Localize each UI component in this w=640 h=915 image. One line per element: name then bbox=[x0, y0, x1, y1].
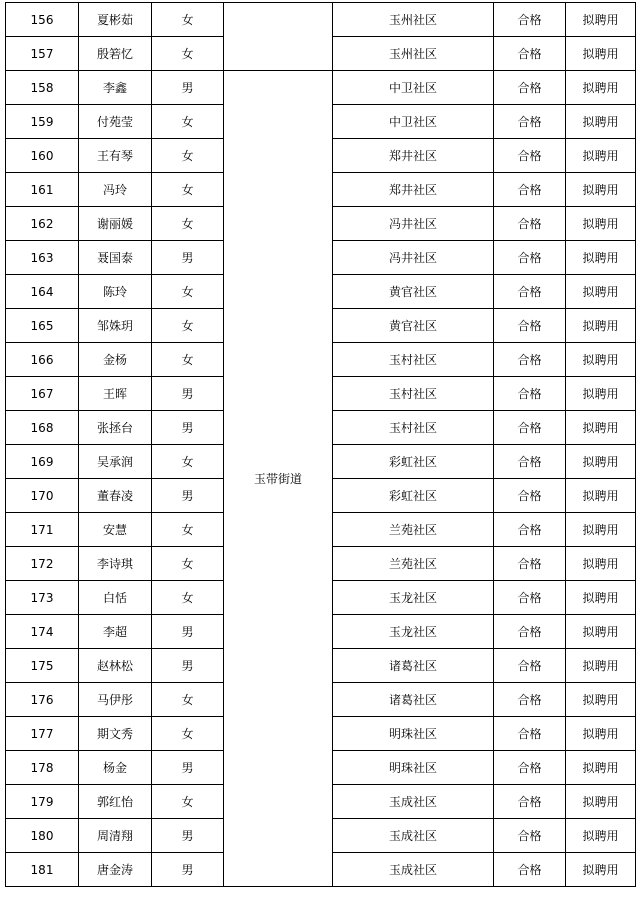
cell-status: 拟聘用 bbox=[566, 3, 636, 37]
cell-gender: 女 bbox=[152, 445, 224, 479]
cell-no: 162 bbox=[6, 207, 79, 241]
cell-name: 谢丽媛 bbox=[79, 207, 152, 241]
cell-gender: 女 bbox=[152, 547, 224, 581]
cell-community: 郑井社区 bbox=[333, 173, 494, 207]
department-cell-empty bbox=[224, 3, 333, 71]
cell-gender: 女 bbox=[152, 309, 224, 343]
cell-status: 拟聘用 bbox=[566, 377, 636, 411]
cell-no: 173 bbox=[6, 581, 79, 615]
cell-gender: 女 bbox=[152, 785, 224, 819]
cell-result: 合格 bbox=[494, 547, 566, 581]
cell-result: 合格 bbox=[494, 139, 566, 173]
cell-community: 冯井社区 bbox=[333, 241, 494, 275]
cell-result: 合格 bbox=[494, 3, 566, 37]
cell-no: 157 bbox=[6, 37, 79, 71]
cell-no: 179 bbox=[6, 785, 79, 819]
cell-status: 拟聘用 bbox=[566, 581, 636, 615]
cell-no: 178 bbox=[6, 751, 79, 785]
cell-status: 拟聘用 bbox=[566, 513, 636, 547]
cell-community: 兰苑社区 bbox=[333, 513, 494, 547]
cell-name: 王晖 bbox=[79, 377, 152, 411]
cell-community: 玉州社区 bbox=[333, 37, 494, 71]
cell-gender: 男 bbox=[152, 479, 224, 513]
cell-community: 中卫社区 bbox=[333, 71, 494, 105]
cell-name: 王有琴 bbox=[79, 139, 152, 173]
cell-gender: 男 bbox=[152, 751, 224, 785]
cell-community: 玉村社区 bbox=[333, 377, 494, 411]
cell-result: 合格 bbox=[494, 513, 566, 547]
cell-name: 金杨 bbox=[79, 343, 152, 377]
cell-status: 拟聘用 bbox=[566, 615, 636, 649]
cell-no: 158 bbox=[6, 71, 79, 105]
cell-no: 161 bbox=[6, 173, 79, 207]
cell-status: 拟聘用 bbox=[566, 411, 636, 445]
cell-result: 合格 bbox=[494, 105, 566, 139]
cell-name: 马伊彤 bbox=[79, 683, 152, 717]
cell-result: 合格 bbox=[494, 581, 566, 615]
cell-result: 合格 bbox=[494, 37, 566, 71]
cell-status: 拟聘用 bbox=[566, 343, 636, 377]
cell-community: 中卫社区 bbox=[333, 105, 494, 139]
cell-name: 杨金 bbox=[79, 751, 152, 785]
cell-status: 拟聘用 bbox=[566, 37, 636, 71]
cell-gender: 女 bbox=[152, 275, 224, 309]
cell-status: 拟聘用 bbox=[566, 139, 636, 173]
cell-name: 邹姝玥 bbox=[79, 309, 152, 343]
cell-no: 166 bbox=[6, 343, 79, 377]
cell-status: 拟聘用 bbox=[566, 241, 636, 275]
cell-result: 合格 bbox=[494, 853, 566, 887]
cell-no: 164 bbox=[6, 275, 79, 309]
cell-name: 安慧 bbox=[79, 513, 152, 547]
cell-community: 诸葛社区 bbox=[333, 649, 494, 683]
cell-result: 合格 bbox=[494, 377, 566, 411]
cell-result: 合格 bbox=[494, 241, 566, 275]
cell-gender: 女 bbox=[152, 3, 224, 37]
cell-result: 合格 bbox=[494, 751, 566, 785]
cell-no: 180 bbox=[6, 819, 79, 853]
cell-name: 李诗琪 bbox=[79, 547, 152, 581]
cell-name: 付苑莹 bbox=[79, 105, 152, 139]
cell-status: 拟聘用 bbox=[566, 683, 636, 717]
cell-community: 玉龙社区 bbox=[333, 581, 494, 615]
cell-status: 拟聘用 bbox=[566, 207, 636, 241]
cell-gender: 女 bbox=[152, 173, 224, 207]
cell-status: 拟聘用 bbox=[566, 479, 636, 513]
cell-community: 诸葛社区 bbox=[333, 683, 494, 717]
cell-result: 合格 bbox=[494, 649, 566, 683]
cell-gender: 女 bbox=[152, 139, 224, 173]
cell-result: 合格 bbox=[494, 309, 566, 343]
cell-name: 唐金涛 bbox=[79, 853, 152, 887]
cell-status: 拟聘用 bbox=[566, 105, 636, 139]
cell-gender: 女 bbox=[152, 37, 224, 71]
cell-community: 玉村社区 bbox=[333, 411, 494, 445]
cell-result: 合格 bbox=[494, 479, 566, 513]
table-row bbox=[6, 71, 636, 105]
cell-community: 玉成社区 bbox=[333, 785, 494, 819]
cell-status: 拟聘用 bbox=[566, 275, 636, 309]
cell-name: 殷箬忆 bbox=[79, 37, 152, 71]
cell-gender: 男 bbox=[152, 853, 224, 887]
cell-community: 玉村社区 bbox=[333, 343, 494, 377]
cell-result: 合格 bbox=[494, 819, 566, 853]
cell-community: 黄官社区 bbox=[333, 309, 494, 343]
cell-no: 160 bbox=[6, 139, 79, 173]
cell-name: 周清翔 bbox=[79, 819, 152, 853]
cell-gender: 女 bbox=[152, 343, 224, 377]
cell-no: 172 bbox=[6, 547, 79, 581]
cell-gender: 女 bbox=[152, 513, 224, 547]
cell-gender: 男 bbox=[152, 649, 224, 683]
cell-status: 拟聘用 bbox=[566, 649, 636, 683]
cell-gender: 男 bbox=[152, 615, 224, 649]
cell-result: 合格 bbox=[494, 275, 566, 309]
cell-community: 彩虹社区 bbox=[333, 445, 494, 479]
cell-name: 郭红怡 bbox=[79, 785, 152, 819]
cell-status: 拟聘用 bbox=[566, 717, 636, 751]
cell-gender: 女 bbox=[152, 717, 224, 751]
cell-name: 李超 bbox=[79, 615, 152, 649]
cell-status: 拟聘用 bbox=[566, 71, 636, 105]
cell-gender: 男 bbox=[152, 241, 224, 275]
cell-community: 郑井社区 bbox=[333, 139, 494, 173]
cell-name: 白恬 bbox=[79, 581, 152, 615]
cell-result: 合格 bbox=[494, 683, 566, 717]
cell-no: 181 bbox=[6, 853, 79, 887]
cell-no: 177 bbox=[6, 717, 79, 751]
cell-community: 玉州社区 bbox=[333, 3, 494, 37]
cell-result: 合格 bbox=[494, 411, 566, 445]
cell-no: 174 bbox=[6, 615, 79, 649]
table-row bbox=[6, 3, 636, 37]
cell-no: 163 bbox=[6, 241, 79, 275]
cell-community: 明珠社区 bbox=[333, 751, 494, 785]
cell-result: 合格 bbox=[494, 445, 566, 479]
cell-no: 165 bbox=[6, 309, 79, 343]
cell-no: 169 bbox=[6, 445, 79, 479]
cell-gender: 女 bbox=[152, 683, 224, 717]
cell-status: 拟聘用 bbox=[566, 547, 636, 581]
cell-name: 期文秀 bbox=[79, 717, 152, 751]
cell-community: 明珠社区 bbox=[333, 717, 494, 751]
cell-name: 聂国泰 bbox=[79, 241, 152, 275]
cell-gender: 男 bbox=[152, 411, 224, 445]
cell-gender: 男 bbox=[152, 377, 224, 411]
cell-no: 175 bbox=[6, 649, 79, 683]
cell-result: 合格 bbox=[494, 71, 566, 105]
cell-name: 夏彬茹 bbox=[79, 3, 152, 37]
cell-status: 拟聘用 bbox=[566, 785, 636, 819]
cell-name: 李鑫 bbox=[79, 71, 152, 105]
cell-name: 赵林松 bbox=[79, 649, 152, 683]
cell-no: 156 bbox=[6, 3, 79, 37]
cell-status: 拟聘用 bbox=[566, 445, 636, 479]
cell-no: 171 bbox=[6, 513, 79, 547]
cell-no: 168 bbox=[6, 411, 79, 445]
department-cell: 玉带街道 bbox=[224, 71, 333, 887]
cell-community: 兰苑社区 bbox=[333, 547, 494, 581]
cell-no: 167 bbox=[6, 377, 79, 411]
cell-status: 拟聘用 bbox=[566, 751, 636, 785]
cell-community: 彩虹社区 bbox=[333, 479, 494, 513]
cell-status: 拟聘用 bbox=[566, 819, 636, 853]
cell-result: 合格 bbox=[494, 343, 566, 377]
cell-community: 玉成社区 bbox=[333, 853, 494, 887]
cell-community: 冯井社区 bbox=[333, 207, 494, 241]
cell-community: 玉成社区 bbox=[333, 819, 494, 853]
cell-gender: 女 bbox=[152, 581, 224, 615]
cell-community: 玉龙社区 bbox=[333, 615, 494, 649]
cell-result: 合格 bbox=[494, 207, 566, 241]
cell-gender: 男 bbox=[152, 819, 224, 853]
cell-no: 170 bbox=[6, 479, 79, 513]
roster-table bbox=[5, 2, 636, 887]
cell-gender: 女 bbox=[152, 105, 224, 139]
cell-gender: 女 bbox=[152, 207, 224, 241]
roster-body bbox=[6, 3, 636, 887]
cell-result: 合格 bbox=[494, 717, 566, 751]
cell-name: 董春凌 bbox=[79, 479, 152, 513]
cell-status: 拟聘用 bbox=[566, 309, 636, 343]
cell-no: 159 bbox=[6, 105, 79, 139]
cell-status: 拟聘用 bbox=[566, 173, 636, 207]
cell-name: 陈玲 bbox=[79, 275, 152, 309]
cell-community: 黄官社区 bbox=[333, 275, 494, 309]
cell-status: 拟聘用 bbox=[566, 853, 636, 887]
cell-name: 吴承润 bbox=[79, 445, 152, 479]
cell-no: 176 bbox=[6, 683, 79, 717]
cell-result: 合格 bbox=[494, 173, 566, 207]
cell-name: 张拯台 bbox=[79, 411, 152, 445]
cell-result: 合格 bbox=[494, 615, 566, 649]
cell-result: 合格 bbox=[494, 785, 566, 819]
cell-name: 冯玲 bbox=[79, 173, 152, 207]
cell-gender: 男 bbox=[152, 71, 224, 105]
